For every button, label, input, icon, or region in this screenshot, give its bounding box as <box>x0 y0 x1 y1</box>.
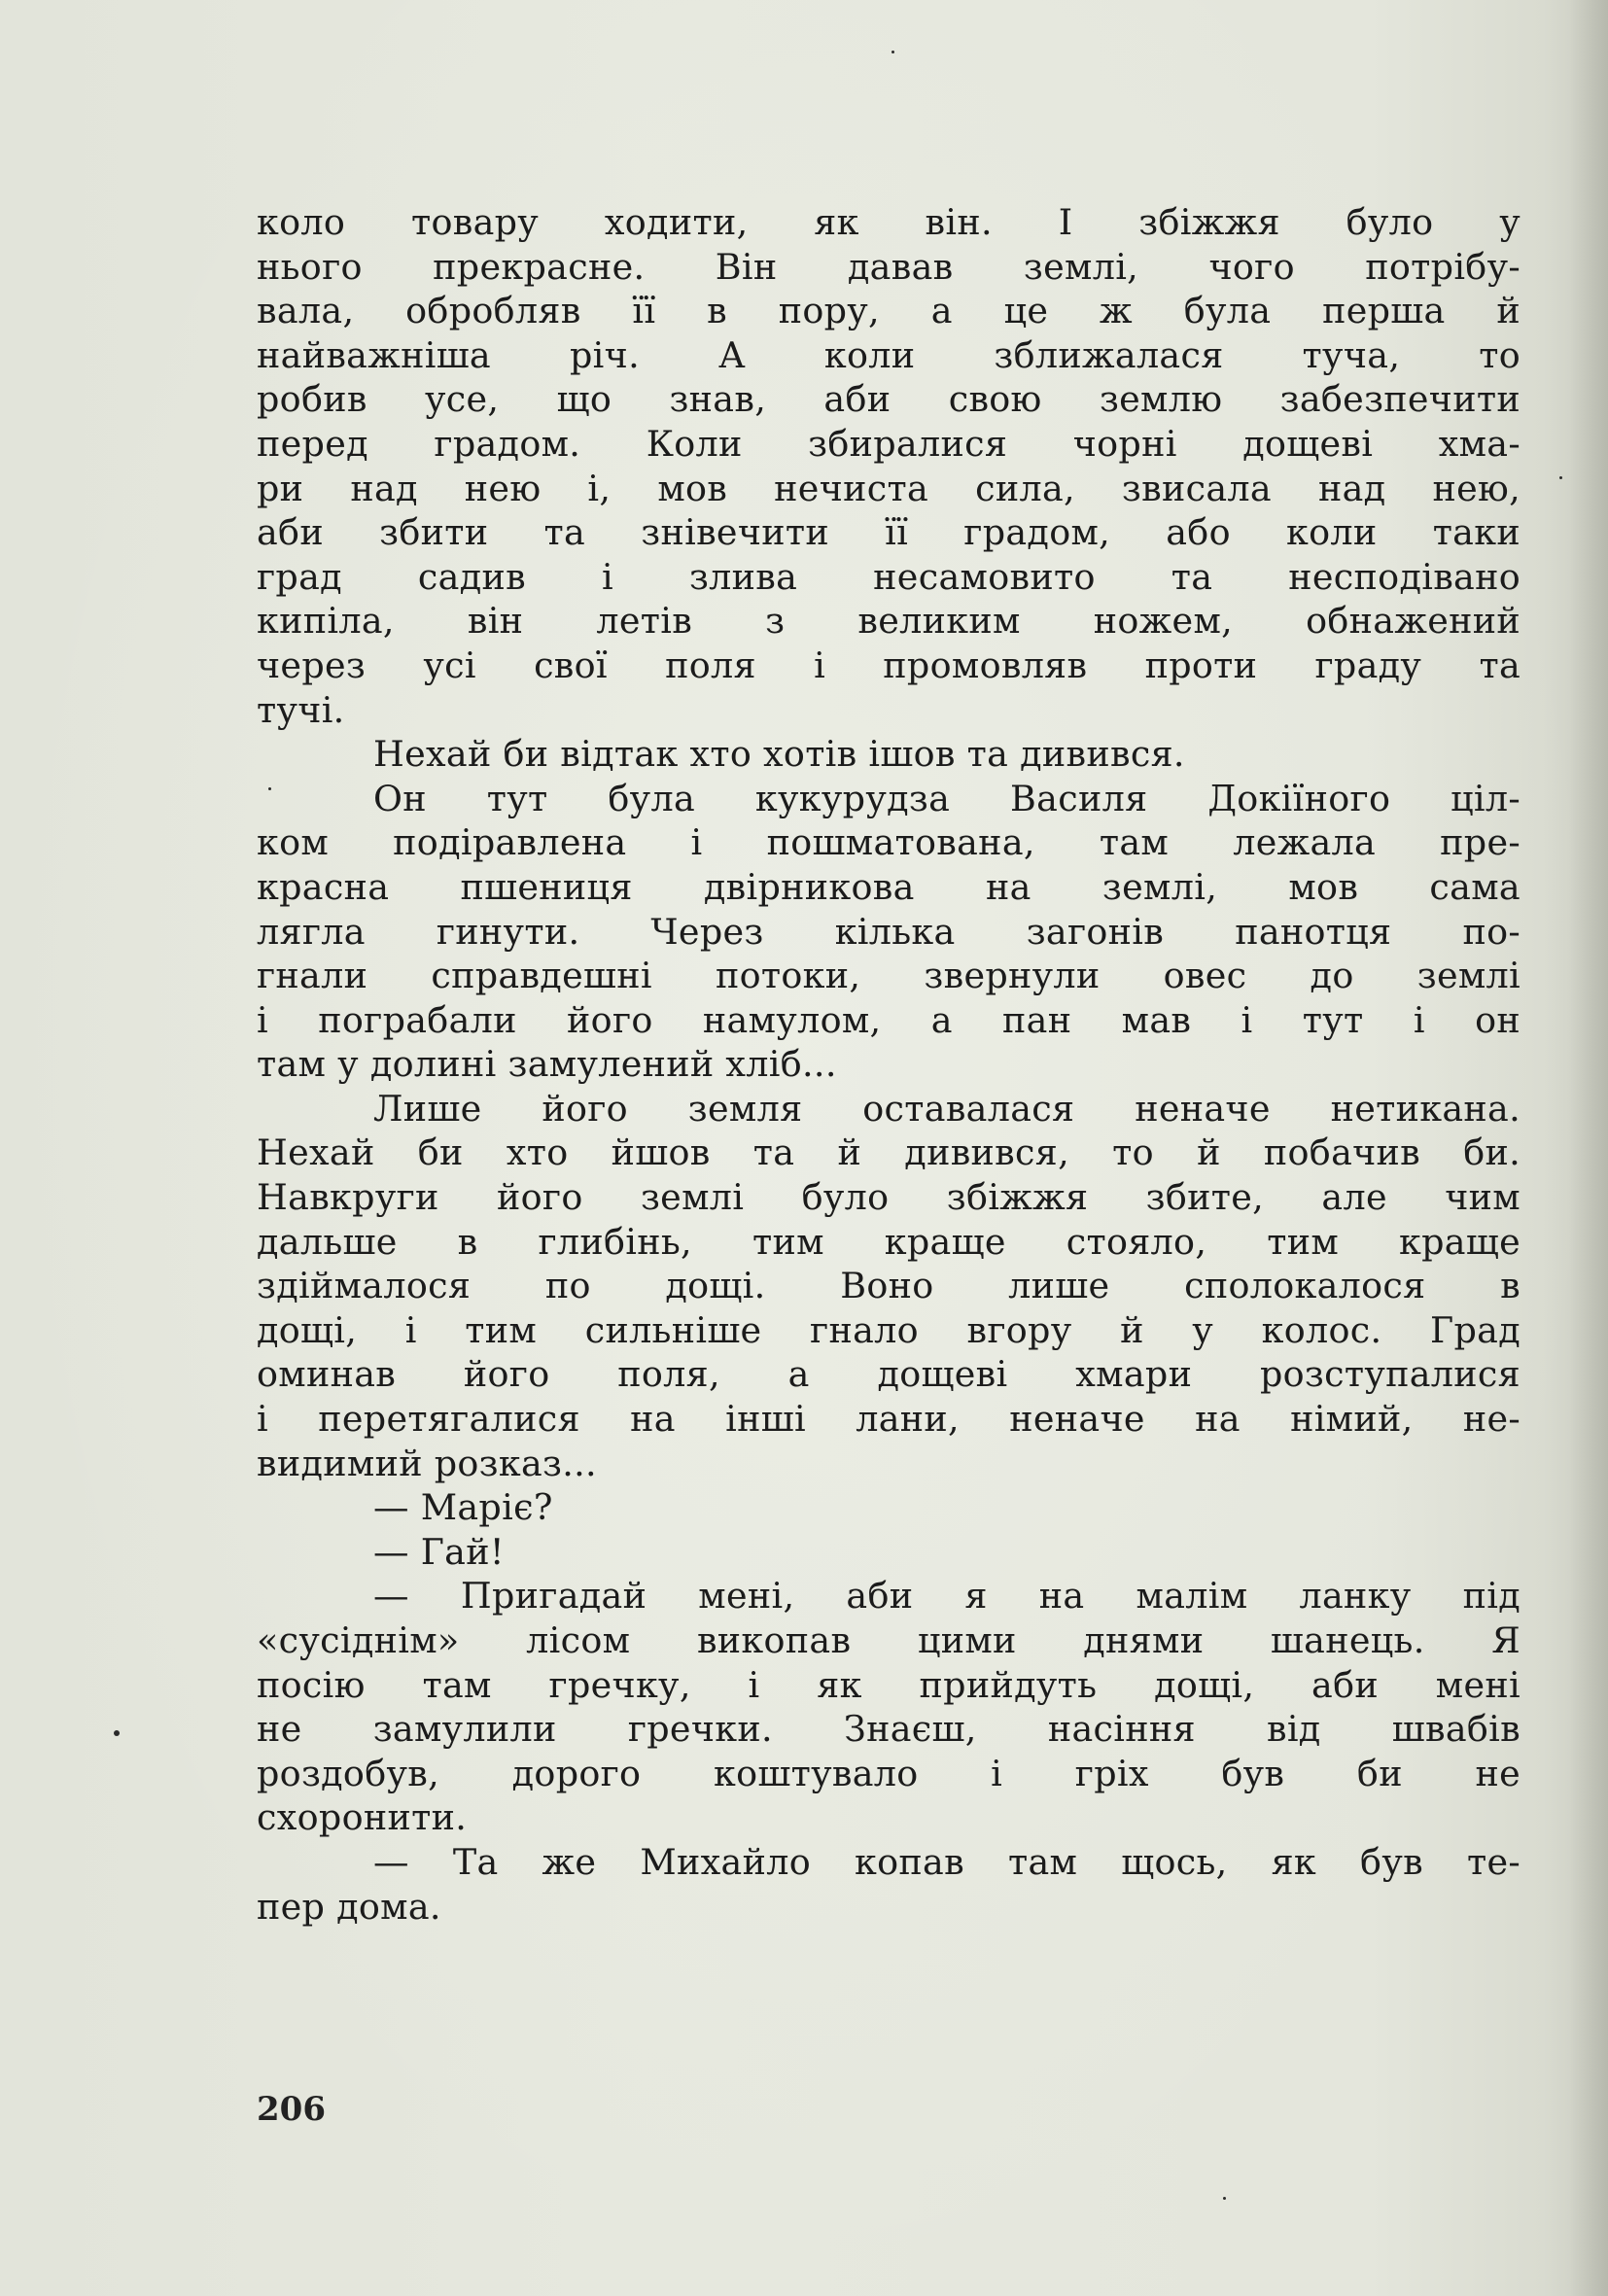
scan-speck <box>114 1730 120 1736</box>
scan-speck <box>1559 476 1562 479</box>
text-line: дальше в глибінь, тим краще стояло, тим краще <box>257 1220 1521 1263</box>
text-line: схоронити. <box>257 1796 468 1839</box>
text-line: тучі. <box>257 688 345 731</box>
scan-speck <box>891 51 894 53</box>
text-line: там у долині замулений хліб... <box>257 1043 837 1086</box>
text-line: і перетягалися на інші лани, неначе на німий, не- <box>257 1398 1521 1441</box>
text-line: вала, обробляв її в пору, а це ж була перша й <box>257 290 1521 332</box>
text-line: і пограбали його намулом, а пан мав і тут і он <box>257 998 1521 1041</box>
text-line: коло товару ходити, як він. І збіжжя було у <box>257 201 1521 243</box>
scan-speck <box>1223 2197 1226 2200</box>
text-line: Нехай би відтак хто хотів ішов та дивився. <box>373 733 1185 776</box>
text-line: «сусіднім» лісом викопав цими днями шанець. Я <box>257 1619 1521 1661</box>
text-line: роздобув, дорого коштувало і гріх був би не <box>257 1752 1521 1794</box>
text-line: кипіла, він летів з великим ножем, обнажений <box>257 600 1521 643</box>
text-line: — Гай! <box>373 1530 505 1573</box>
text-line: робив усе, що знав, аби свою землю забезпечити <box>257 378 1521 421</box>
text-line: Лише його земля оставалася неначе нетикана. <box>373 1087 1521 1130</box>
text-line: красна пшениця двірникова на землі, мов сама <box>257 865 1521 908</box>
text-line: не замулили гречки. Знаєш, насіння від швабів <box>257 1708 1521 1751</box>
text-line: Навкруги його землі було збіжжя збите, але чим <box>257 1176 1521 1219</box>
text-line: посію там гречку, і як прийдуть дощі, аби мені <box>257 1663 1521 1706</box>
text-line: ком подіравлена і пошматована, там лежала пре- <box>257 821 1521 864</box>
text-line: — Та же Михайло копав там щось, як був те- <box>373 1840 1521 1883</box>
page-edge-shadow <box>1569 0 1608 2296</box>
text-line: Нехай би хто йшов та й дивився, то й побачив би. <box>257 1131 1521 1174</box>
page-number: 206 <box>257 2090 326 2129</box>
text-line: перед градом. Коли збиралися чорні дощеві хма- <box>257 422 1521 465</box>
text-line: ри над нею і, мов нечиста сила, звисала над нею, <box>257 467 1521 509</box>
text-line: — Пригадай мені, аби я на малім ланку під <box>373 1575 1521 1618</box>
text-line: через усі свої поля і промовляв проти граду та <box>257 644 1521 686</box>
text-line: пер дома. <box>257 1885 441 1928</box>
text-line: град садив і злива несамовито та несподівано <box>257 555 1521 598</box>
text-line: Он тут була кукурудза Василя Докіїного ціл- <box>373 777 1521 819</box>
body-text <box>257 200 1521 1929</box>
text-line: — Маріє? <box>373 1486 553 1529</box>
text-line: нього прекрасне. Він давав землі, чого потрібу- <box>257 245 1521 288</box>
text-line: аби збити та знівечити її градом, або коли таки <box>257 511 1521 554</box>
text-line: оминав його поля, а дощеві хмари розступалися <box>257 1353 1521 1396</box>
text-line: здіймалося по дощі. Воно лише сполокалося в <box>257 1265 1521 1307</box>
text-line: лягла гинути. Через кілька загонів панотця по- <box>257 910 1521 953</box>
text-line: гнали справдешні потоки, звернули овес до землі <box>257 955 1521 997</box>
scan-speck <box>268 787 271 790</box>
text-line: видимий розказ... <box>257 1442 597 1484</box>
text-line: найважніша річ. А коли зближалася туча, то <box>257 333 1521 376</box>
text-line: дощі, і тим сильніше гнало вгору й у колос. Град <box>257 1308 1521 1351</box>
